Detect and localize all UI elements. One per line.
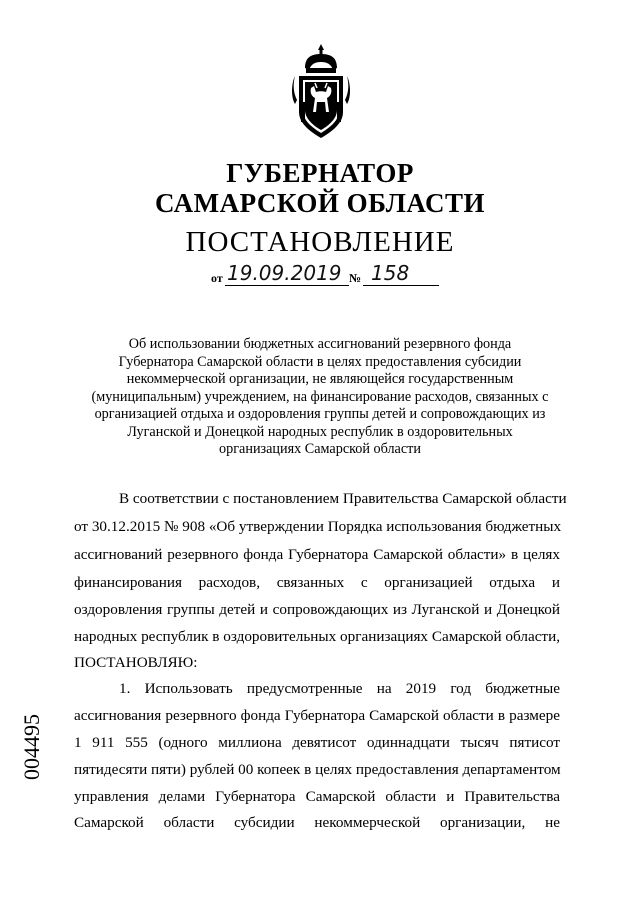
- subject-line: (муниципальным) учреждением, на финансирование расходов, связанных с: [91, 388, 549, 405]
- side-serial-number: 004495: [19, 714, 44, 780]
- number-underline: [363, 285, 439, 286]
- body-line: 1. Использовать предусмотренные на 2019 год бюджетные: [119, 680, 560, 697]
- coat-of-arms-emblem: [291, 42, 351, 140]
- document-type-title: ПОСТАНОВЛЕНИЕ: [185, 226, 455, 258]
- subject-line: некоммерческой организации, не являющейся государственным: [126, 371, 514, 387]
- subject-line: Об использовании бюджетных ассигнований резервного фонда: [128, 336, 512, 352]
- date-prefix-label: от: [211, 271, 223, 285]
- subject-line: организациях Самарской области: [219, 441, 421, 457]
- document-subject: [80, 336, 560, 459]
- resolution-keyword: ПОСТАНОВЛЯЮ:: [74, 654, 198, 671]
- date-underline: [225, 285, 349, 286]
- body-line: 1 911 555 (одного миллиона девятисот одиннадцати тысяч пятисот: [74, 734, 560, 751]
- body-line: народных республик в оздоровительных организациях Самарской области,: [74, 628, 560, 645]
- body-line: финансирования расходов, связанных с организацией отдыха и: [74, 574, 560, 591]
- subject-line: Луганской и Донецкой народных республик в оздоровительных: [127, 423, 513, 440]
- body-line: пятидесяти пяти) рублей 00 копеек в целях предоставления департаментом: [74, 761, 561, 778]
- body-line: Самарской области субсидии некоммерческой организации, не: [74, 814, 560, 831]
- document-date: 19.09.2019: [227, 261, 342, 285]
- date-number-line: [211, 261, 441, 289]
- issuer-title-line2: САМАРСКОЙ ОБЛАСТИ: [154, 188, 486, 218]
- body-line: В соответствии с постановлением Правительства Самарской области: [119, 490, 567, 507]
- body-line: управления делами Губернатора Самарской области и Правительства: [74, 788, 560, 805]
- number-prefix-label: №: [349, 271, 362, 285]
- subject-line: организацией отдыха и оздоровления группы детей и сопровождающих из: [94, 406, 546, 422]
- body-line: ассигнования резервного фонда Губернатора Самарской области в размере: [74, 707, 560, 724]
- body-line: ассигнований резервного фонда Губернатора Самарской области» в целях: [74, 546, 560, 563]
- issuer-title-line1: ГУБЕРНАТОР: [226, 158, 414, 188]
- subject-line: Губернатора Самарской области в целях предоставления субсидии: [118, 353, 522, 370]
- body-line: от 30.12.2015 № 908 «Об утверждении Порядка использования бюджетных: [74, 518, 562, 535]
- document-number: 158: [371, 261, 410, 285]
- body-line: оздоровления группы детей и сопровождающих из Луганской и Донецкой: [74, 601, 560, 618]
